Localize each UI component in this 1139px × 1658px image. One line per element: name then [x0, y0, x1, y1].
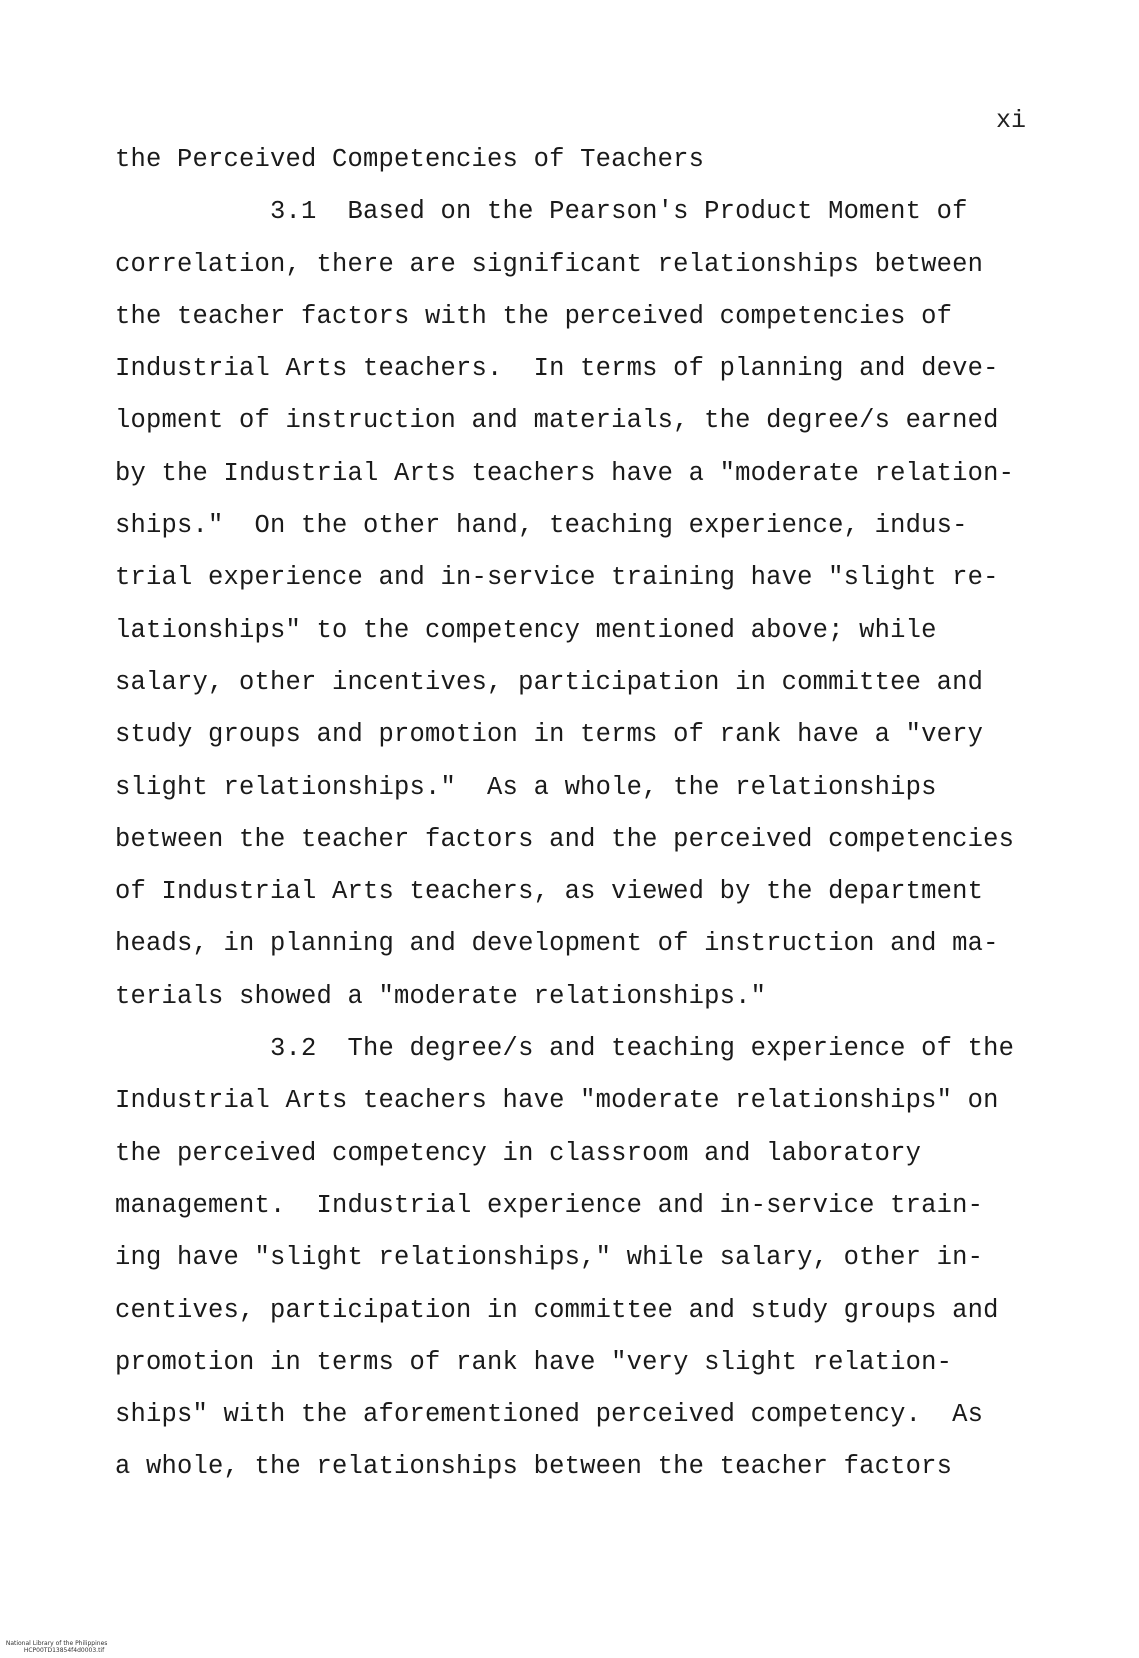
text-line: ships" with the aforementioned perceived competency. As [115, 1400, 984, 1430]
text-line: lopment of instruction and materials, the degree/s earned [115, 406, 999, 436]
text-line: ships." On the other hand, teaching experience, indus- [115, 511, 968, 541]
text-line: between the teacher factors and the perceived competencies [115, 824, 1015, 854]
text-line: the perceived competency in classroom and laboratory [115, 1138, 922, 1168]
text-line: the Perceived Competencies of Teachers [115, 145, 705, 174]
text-line: Industrial Arts teachers have "moderate relationships" on [115, 1086, 999, 1116]
text-line: lationships" to the competency mentioned above; while [115, 615, 937, 645]
text-line: of Industrial Arts teachers, as viewed by the department [115, 877, 984, 907]
page-number: xi [996, 106, 1027, 135]
text-line: 3.2 The degree/s and teaching experience of the [115, 1034, 1015, 1064]
footer-library: National Library of the Philippines [5, 1640, 108, 1647]
text-line: ing have "slight relationships," while salary, other in- [115, 1243, 984, 1273]
text-line: study groups and promotion in terms of rank have a "very [115, 720, 984, 750]
text-line: a whole, the relationships between the teacher factors [115, 1452, 953, 1482]
text-line: 3.1 Based on the Pearson's Product Moment of [115, 197, 968, 227]
text-line: heads, in planning and development of instruction and ma- [115, 929, 999, 959]
text-line: Industrial Arts teachers. In terms of planning and deve- [115, 354, 999, 384]
text-line: trial experience and in-service training have "slight re- [115, 563, 999, 593]
text-line: the teacher factors with the perceived competencies of [115, 301, 953, 331]
footer-code: HCP00TD13854f4d0003.tif [23, 1647, 105, 1654]
text-line: salary, other incentives, participation in committee and [115, 667, 984, 697]
text-line: correlation, there are significant relationships between [115, 249, 984, 279]
text-line: promotion in terms of rank have "very slight relation- [115, 1347, 953, 1377]
scan-footer [2, 1633, 107, 1654]
text-line: slight relationships." As a whole, the relationships [115, 772, 937, 802]
body-text [115, 134, 1045, 1494]
text-line: management. Industrial experience and in-service train- [115, 1190, 984, 1220]
text-line: by the Industrial Arts teachers have a "moderate relation- [115, 458, 1015, 488]
text-line: centives, participation in committee and study groups and [115, 1295, 999, 1325]
text-line: terials showed a "moderate relationships." [115, 981, 767, 1011]
